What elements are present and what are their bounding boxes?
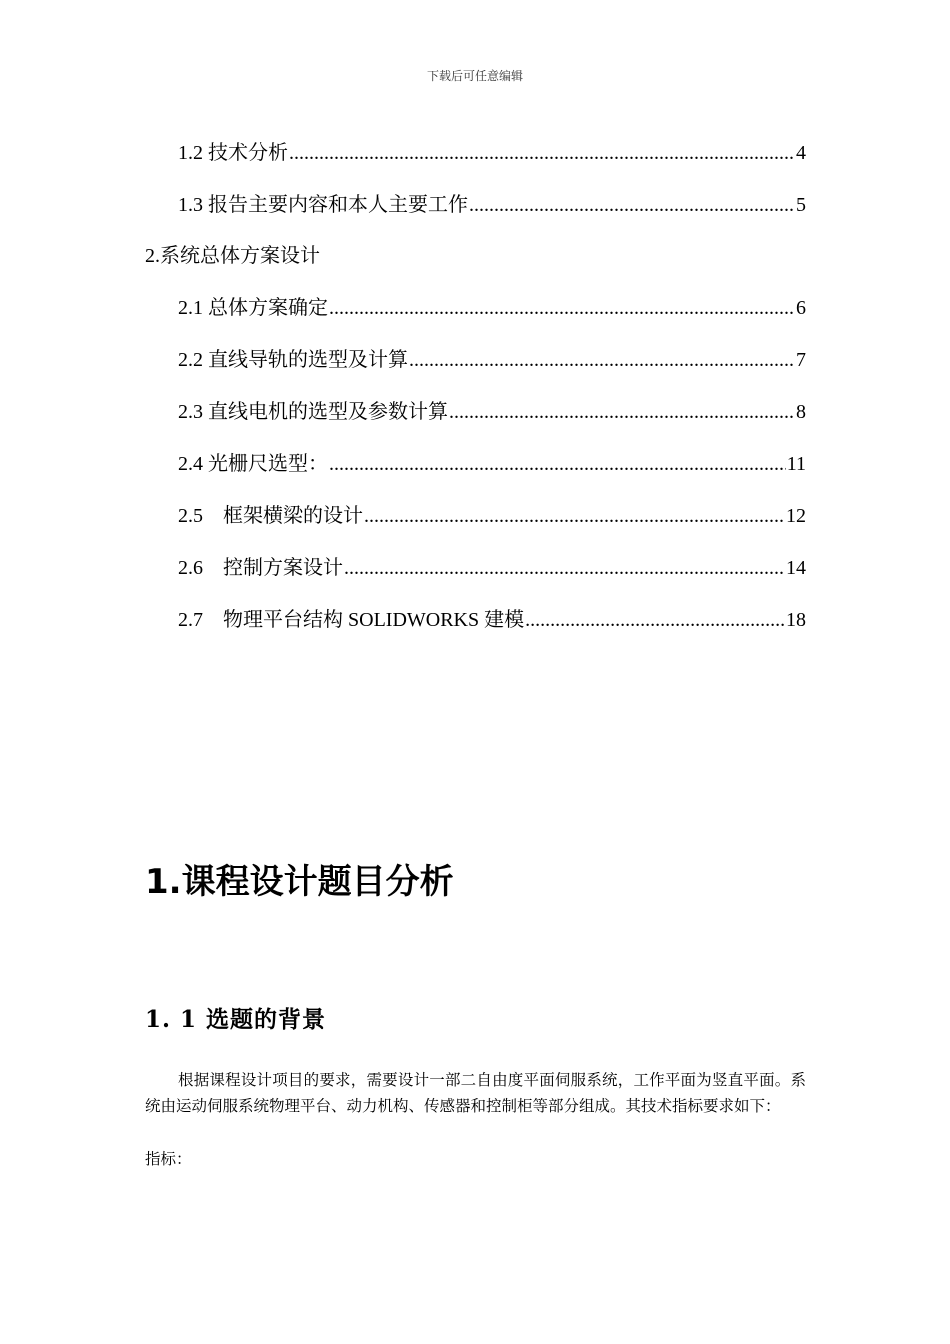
toc-page-number: 14: [786, 557, 806, 579]
toc-entry-2-7[interactable]: [178, 605, 806, 635]
section-heading: 1.课程设计题目分析: [145, 862, 454, 902]
toc-entry-text: 2.7 物理平台结构 SOLIDWORKS 建模: [178, 609, 525, 631]
toc-entry-text: 2.6 控制方案设计: [178, 557, 343, 579]
toc-leader-dots: [409, 345, 795, 375]
toc-entry-2-3[interactable]: [178, 397, 806, 427]
toc-leader-dots: [449, 397, 795, 427]
page-header: 下载后可任意编辑: [426, 69, 523, 83]
subsection-heading: 1. 1 选题的背景: [145, 1006, 327, 1033]
toc-entry-text: 2.2 直线导轨的选型及计算: [178, 349, 408, 371]
toc-entry-2-5[interactable]: [178, 501, 806, 531]
toc-page-number: 8: [796, 401, 806, 423]
toc-entry-text: 2.1 总体方案确定: [178, 297, 328, 319]
toc-page-number: 18: [786, 609, 806, 631]
toc-page-number: 4: [796, 142, 806, 164]
toc-entry-2-2[interactable]: [178, 345, 806, 375]
body-paragraph: 根据课程设计项目的要求，需要设计一部二自由度平面伺服系统，工作平面为竖直平面。系统由运动伺服系统物理平台、动力机构、传感器和控制柜等部分组成。其技术指标要求如下：: [145, 1072, 806, 1115]
toc-page-number: 11: [786, 453, 806, 475]
toc-leader-dots: [469, 190, 795, 220]
toc-entry-text: 1.3 报告主要内容和本人主要工作: [178, 194, 468, 216]
toc-leader-dots: [344, 553, 785, 583]
toc-leader-dots: [289, 138, 795, 168]
toc-leader-dots: [364, 501, 785, 531]
toc-entry-text: 1.2 技术分析: [178, 142, 288, 164]
toc-page-number: 7: [796, 349, 806, 371]
toc-page-number: 6: [796, 297, 806, 319]
toc-entry-text: 2.系统总体方案设计: [145, 245, 320, 267]
toc-entry-2-6[interactable]: [178, 553, 806, 583]
toc-entry-text: 2.3 直线电机的选型及参数计算: [178, 401, 448, 423]
toc-page-number: 12: [786, 505, 806, 527]
toc-entry-2-4[interactable]: [178, 449, 806, 479]
toc-entry-2-1[interactable]: [178, 293, 806, 323]
toc-page-number: 5: [796, 194, 806, 216]
toc-entry-text: 2.5 框架横梁的设计: [178, 505, 363, 527]
toc-leader-dots: [329, 449, 786, 479]
toc-leader-dots: [525, 605, 785, 635]
toc-entry-1-3[interactable]: [178, 190, 806, 220]
indicator-label: 指标：: [145, 1151, 192, 1168]
toc-entry-1-2[interactable]: [178, 138, 806, 168]
toc-leader-dots: [329, 293, 795, 323]
toc-chapter-2[interactable]: [145, 241, 806, 271]
toc-entry-text: 2.4 光栅尺选型：: [178, 453, 328, 475]
